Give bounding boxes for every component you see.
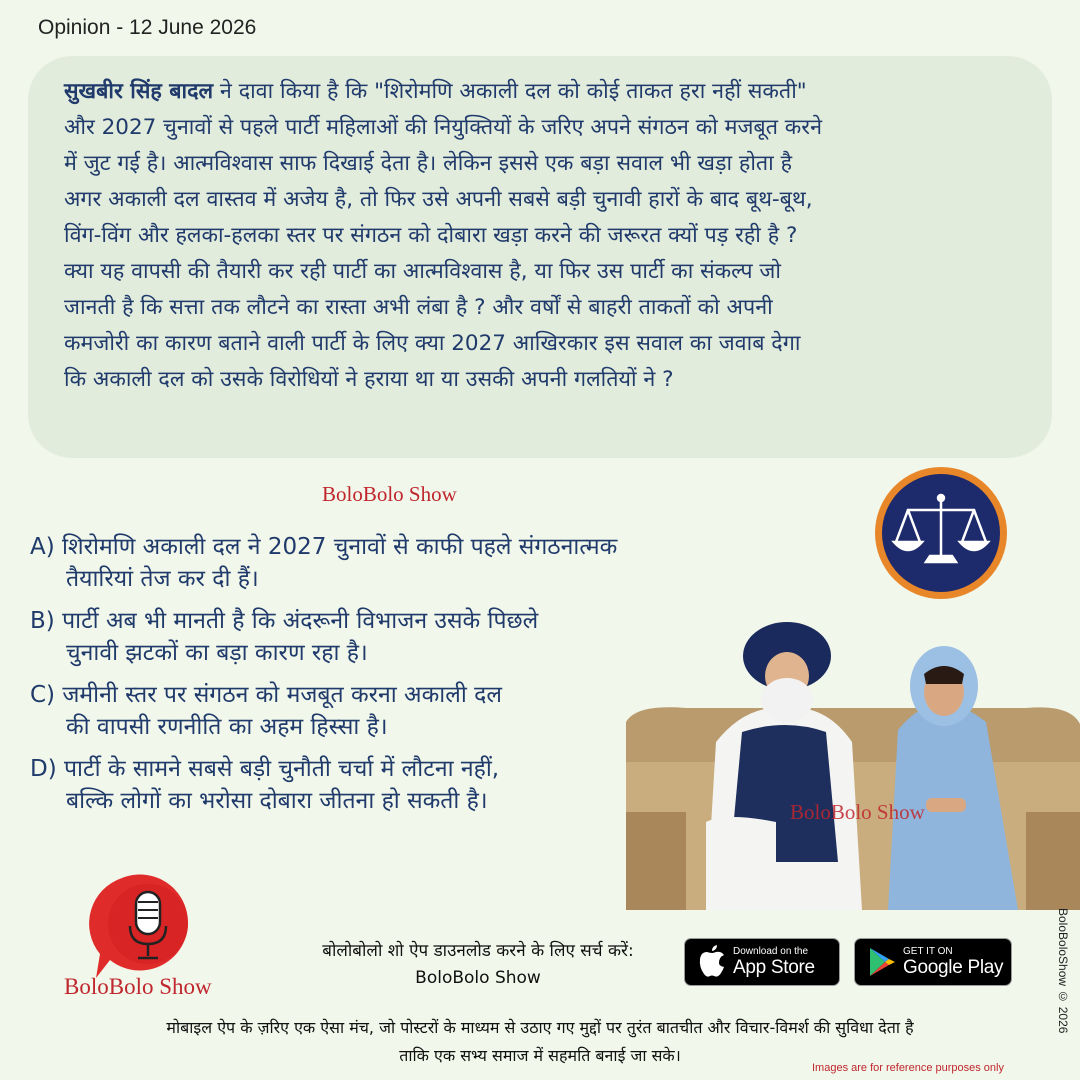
opinion-line: और 2027 चुनावों से पहले पार्टी महिलाओं की नियुक्तियों के जरिए अपने संगठन को मजबूत करने <box>64 115 823 140</box>
opinion-line: कमजोरी का कारण बताने वाली पार्टी के लिए क्या 2027 आखिरकार इस सवाल का जवाब देगा <box>64 331 801 356</box>
option-line: तैयारियां तेज कर दी हैं। <box>66 565 259 592</box>
opinion-line: ने दावा किया है कि "शिरोमणि अकाली दल को कोई ताकत हरा नहीं सकती" <box>213 79 807 104</box>
opinion-card <box>28 56 1052 458</box>
option-line: चुनावी झटकों का बड़ा कारण रहा है। <box>66 639 368 666</box>
option-line: D) पार्टी के सामने सबसे बड़ी चुनौती चर्चा में लौटना नहीं, <box>30 756 500 782</box>
option-line: A) शिरोमणि अकाली दल ने 2027 चुनावों से काफी पहले संगठनात्मक <box>30 534 618 560</box>
image-disclaimer: Images are for reference purposes only <box>812 1062 1004 1074</box>
footer-description-line: ताकि एक सभ्य समाज में सहमति बनाई जा सके। <box>399 1046 681 1065</box>
app-store-title: App Store <box>733 957 815 978</box>
opinion-line: जानती है कि सत्ता तक लौटने का रास्ता अभी लंबा है ? और वर्षों से बाहरी ताकतों को अपनी <box>64 295 773 320</box>
opinion-line: विंग-विंग और हलका-हलका स्तर पर संगठन को दोबारा खड़ा करने की जरूरत क्यों पड़ रही है ? <box>64 223 798 248</box>
opinion-line: कि अकाली दल को उसके विरोधियों ने हराया था या उसकी अपनी गलतियों ने ? <box>64 367 674 392</box>
google-play-caption: GET IT ON <box>903 946 953 957</box>
apple-icon <box>697 945 727 979</box>
opinion-line: क्या यह वापसी की तैयारी कर रही पार्टी का आत्मविश्वास है, या फिर उस पार्टी का संकल्प जो <box>64 259 781 284</box>
opinion-text <box>64 74 1018 398</box>
opinion-line: में जुट गई है। आत्मविश्वास साफ दिखाई देता है। लेकिन इससे एक बड़ा सवाल भी खड़ा होता है <box>64 151 792 176</box>
option-line: की वापसी रणनीति का अहम हिस्सा है। <box>66 713 388 740</box>
option-line: C) जमीनी स्तर पर संगठन को मजबूत करना अकाली दल <box>30 682 502 708</box>
footer-description-line: मोबाइल ऐप के ज़रिए एक ऐसा मंच, जो पोस्टरों के माध्यम से उठाए गए मुद्दों पर तुरंत बातचीत और विचार-विमर्श की सुविधा देता है <box>166 1018 914 1037</box>
option-a <box>30 532 770 595</box>
option-line: बल्कि लोगों का भरोसा दोबारा जीतना हो सकती है। <box>66 787 488 814</box>
google-play-icon <box>867 946 897 978</box>
option-line: B) पार्टी अब भी मानती है कि अंदरूनी विभाजन उसके पिछले <box>30 608 539 634</box>
download-prompt-line: बोलोबोलो शो ऐप डाउनलोड करने के लिए सर्च करें: <box>322 941 634 961</box>
opinion-line: अगर अकाली दल वास्तव में अजेय है, तो फिर उसे अपनी सबसे बड़ी चुनावी हारों के बाद बूथ-बूथ, <box>64 187 813 212</box>
brand-name-mid: BoloBolo Show <box>322 482 457 506</box>
copyright-vertical: BoloBoloShow © 2026 <box>1056 908 1070 1034</box>
google-play-badge[interactable] <box>854 938 1012 986</box>
app-store-caption: Download on the <box>733 946 809 957</box>
download-prompt <box>290 938 666 992</box>
politicians-photo <box>626 612 1080 910</box>
brand-name-bottom: BoloBolo Show <box>64 974 212 999</box>
opinion-person-name: सुखबीर सिंह बादल <box>64 79 214 104</box>
photo-watermark: BoloBolo Show <box>790 800 925 824</box>
download-prompt-app-name: BoloBolo Show <box>415 968 541 988</box>
google-play-title: Google Play <box>903 957 1004 978</box>
header-date: Opinion - 12 June 2026 <box>38 16 257 39</box>
scales-of-justice-icon <box>874 466 1008 600</box>
app-store-badge[interactable] <box>684 938 840 986</box>
